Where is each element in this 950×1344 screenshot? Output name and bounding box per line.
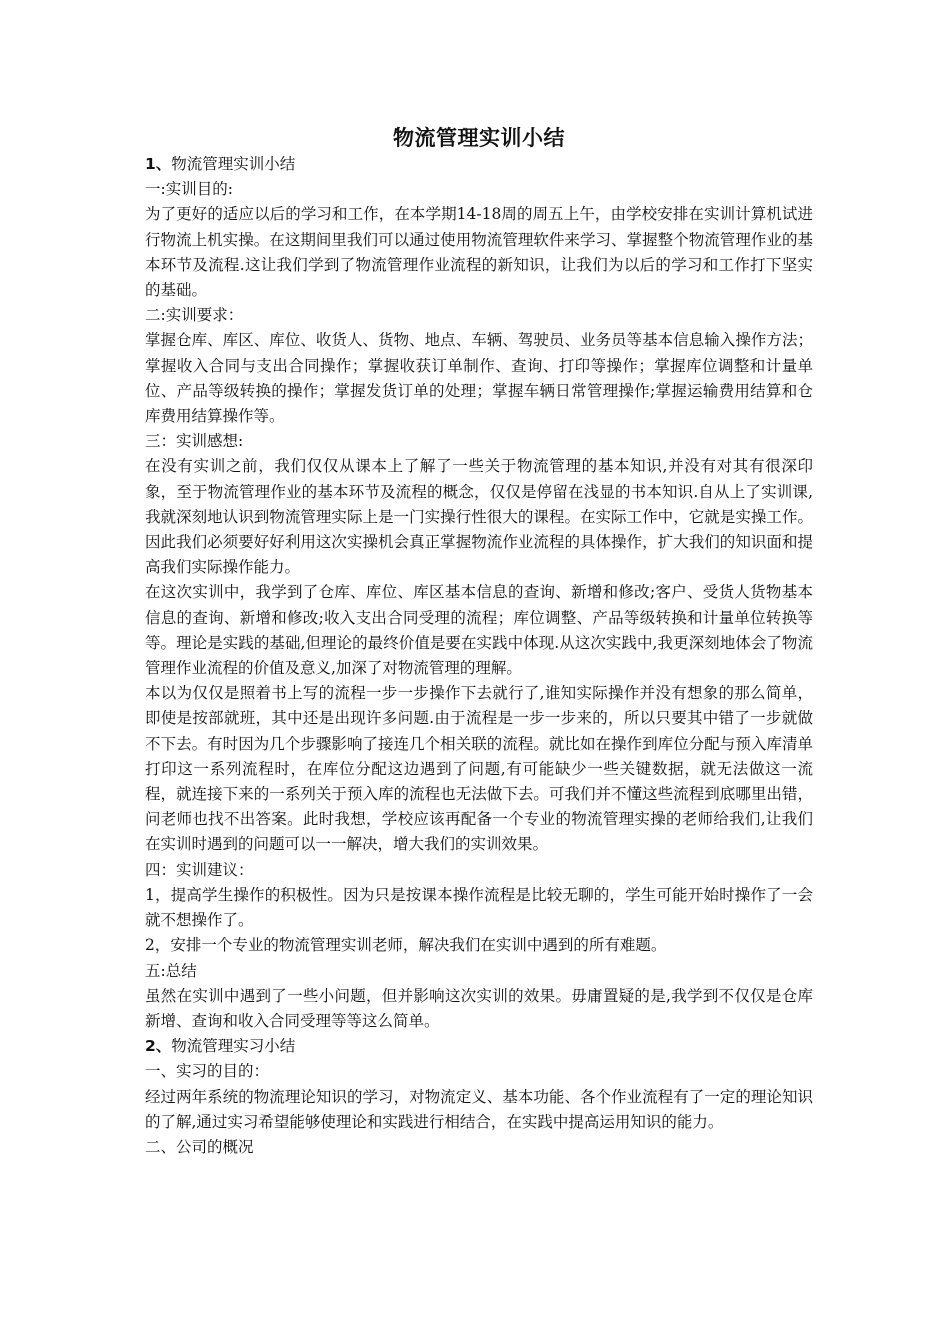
paragraph: 掌握仓库、库区、库位、收货人、货物、地点、车辆、驾驶员、业务员等基本信息输入操作方法；掌握收入合同与支出合同操作；掌握收获订单制作、查询、打印等操作；掌握库位调整和计量单位、产品等级转换的操作；掌握发货订单的处理；掌握车辆日常管理操作;掌握运输费用结算和仓库费用结算操作等。 [145, 331, 813, 426]
paragraph: 虽然在实训中遇到了一些小问题，但并影响这次实训的效果。毋庸置疑的是,我学到不仅仅是仓库新增、查询和收入合同受理等等这么简单。 [145, 986, 813, 1030]
paragraph: 1，提高学生操作的积极性。因为只是按课本操作流程是比较无聊的，学生可能开始时操作了一会就不想操作了。 [145, 885, 813, 930]
paragraph: 2，安排一个专业的物流管理实训老师，解决我们在实训中遇到的所有难题。 [145, 936, 667, 955]
paragraph: 在没有实训之前，我们仅仅从课本上了解了一些关于物流管理的基本知识,并没有对其有很深印象，至于物流管理作业的基本环节及流程的概念，仅仅是停留在浅显的书本知识.自从上了实训课,我就深刻地认识到物流管理实际上是一门实操行性很大的课程。在实际工作中，它就是实操工作。因此我们必须要好好利用这次实操机会真正掌握物流作业流程的具体操作，扩大我们的知识面和提高我们实际操作能力。 [145, 457, 813, 577]
section-heading-2 [145, 1034, 813, 1059]
document-title: 物流管理实训小结 [393, 126, 565, 150]
heading-number: 2、 [145, 1037, 172, 1056]
paragraph: 一:实训目的: [145, 180, 233, 199]
heading-number: 1、 [145, 155, 172, 173]
paragraph: 在这次实训中，我学到了仓库、库位、库区基本信息的查询、新增和修改;客户、受货人货物基本信息的查询、新增和修改;收入支出合同受理的流程；库位调整、产品等级转换和计量单位转换等等。理论是实践的基础,但理论的最终价值是要在实践中体现.从这次实践中,我更深刻地体会了物流管理作业流程的价值及意义,加深了对物流管理的理解。 [145, 583, 813, 678]
heading-text: 物流管理实习小结 [171, 1037, 296, 1056]
heading-text: 物流管理实训小结 [171, 155, 296, 173]
paragraph: 三：实训感想: [145, 432, 244, 451]
paragraph: 二、公司的概况 [145, 1137, 254, 1156]
paragraph: 一、实习的目的： [145, 1062, 270, 1081]
paragraph: 为了更好的适应以后的学习和工作，在本学期14-18周的周五上午，由学校安排在实训计算机试进行物流上机实操。在这期间里我们可以通过使用物流管理软件来学习、掌握整个物流管理作业的基本环节及流程.这让我们学到了物流管理作业流程的新知识，让我们为以后的学习和工作打下坚实的基础。 [145, 205, 813, 300]
paragraph: 经过两年系统的物流理论知识的学习，对物流定义、基本功能、各个作业流程有了一定的理论知识的了解,通过实习希望能够使理论和实践进行相结合，在实践中提高运用知识的能力。 [145, 1087, 813, 1131]
section-heading-1 [145, 152, 813, 177]
paragraph: 四：实训建议： [145, 860, 254, 879]
paragraph: 二:实训要求： [145, 306, 244, 325]
paragraph: 本以为仅仅是照着书上写的流程一步一步操作下去就行了,谁知实际操作并没有想象的那么简单，即使是按部就班，其中还是出现许多问题.由于流程是一步一步来的，所以只要其中错了一步就做不下去。有时因为几个步骤影响了接连几个相关联的流程。就比如在操作到库位分配与预入库清单打印这一系列流程时，在库位分配这边遇到了问题,有可能缺少一些关键数据，就无法做这一流程，就连接下来的一系列关于预入库的流程也无法做下去。可我们并不懂这些流程到底哪里出错，问老师也找不出答案。此时我想，学校应该再配备一个专业的物流管理实操的老师给我们,让我们在实训时遇到的问题可以一一解决，增大我们的实训效果。 [145, 684, 813, 854]
paragraph: 五:总结 [145, 961, 197, 980]
document-body [145, 122, 813, 1160]
